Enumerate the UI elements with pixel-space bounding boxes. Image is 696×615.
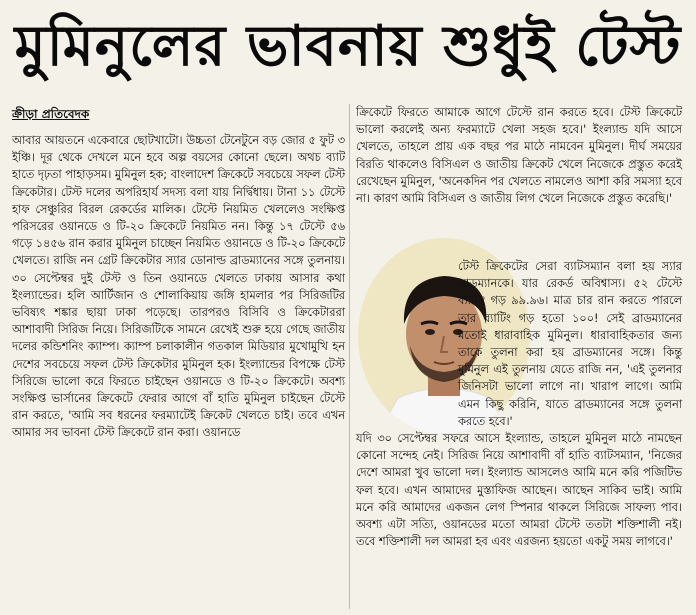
headline: মুমিনুলের ভাবনায় শুধুই টেস্ট [14, 14, 682, 79]
right-column-beside-photo-text: টেস্ট ক্রিকেটের সেরা ব্যাটসম্যান বলা হয় স্যার ব্রাডম্যানকে। যার রেকর্ড অবিশ্বাস্য। ৫২ টেস্টে ব্যাটিং গড় ৯৯.৯৬। মাত্র চার রান করতে পারলে তার ব্যাটিং গড় হতো ১০০! সেই ব্রাডম্যানের মতোই ধারাবাহিক মুমিনুল। ধারাবাহিকতার জন্য তাকে তুলনা করা হয় ব্রাডম্যানের সঙ্গে। কিন্তু মুমিনুল এই তুলনায় যেতে রাজি নন, 'এই তুলনার জিনিসটা ভালো লাগে না। খারাপ লাগে। আমি এমন কিছু করিনি, যাতে ব্রাডম্যানের সঙ্গে তুলনা করতে হবে।' [458, 260, 682, 428]
left-column [12, 132, 345, 442]
right-column-bottom [356, 430, 682, 550]
right-column-beside-photo [458, 258, 682, 430]
column-divider [349, 104, 350, 609]
right-column-top [356, 104, 682, 207]
left-column-text: আবার আয়তনে একেবারে ছোটখাটো। উচ্চতা টেনেটুনে বড় জোর ৫ ফুট ৩ ইঞ্চি। দূর থেকে দেখলে মনে হবে অল্প বয়সের কোনো ছেলে। অথচ ব্যাট হাতে দৃঢ়তা পাহাড়সম। মুমিনুল হক; বাংলাদেশ ক্রিকেটে সবচেয়ে সফল টেস্ট ক্রিকেটার। টেস্ট দলের অপরিহার্য সদস্য বলা যায় নির্দ্বিধায়। টানা ১১ টেস্টে হাফ সেঞ্চুরির বিরল রেকর্ডের মালিক। টেস্টে নিয়মিত খেললেও সংক্ষিপ্ত পরিসরের ওয়ানডে ও টি-২০ ক্রিকেটে নিয়মিত নন। কিন্তু ১৭ টেস্টে ৫৬ গড়ে ১৪৫৬ রান করার মুমিনুল চাচ্ছেন নিয়মিত ওয়ানডে ও টি-২০ ক্রিকেটে খেলতে। রাজি নন গ্রেট ক্রিকেটার স্যার ডোনাল্ড ব্রাডম্যানের সঙ্গে তুলনায়। ৩০ সেপ্টেম্বর দুই টেস্ট ও তিন ওয়ানডে খেলতে ঢাকায় আসার কথা ইংল্যান্ডের। হলি আর্টিজান ও শোলাকিয়ায় জঙ্গি হামলার পর সিরিজটির ভবিষ্যৎ শঙ্কার ছায়া ঢাকা পড়েছে। তারপরও বিসিবি ও ক্রিকেটাররা আশাবাদী সিরিজ নিয়ে। সিরিজটিকে সামনে রেখেই শুরু হয়ে গেছে জাতীয় দলের কন্ডিশনিং ক্যাম্প। ক্যাম্প চলাকালীন গতকাল মিডিয়ার মুখোমুখি হন দেশের সবচেয়ে সফল টেস্ট ক্রিকেটার মুমিনুল হক। ইংল্যান্ডের বিপক্ষে টেস্ট সিরিজে ভালো করে ফিরতে চাইছেন ওয়ানডে ও টি-২০ ক্রিকেটে। অবশ্য সংক্ষিপ্ত ভার্সানের ক্রিকেটে ফেরার আগে বাঁ হাতি মুমিনুল চাইছেন টেস্টে রান করতে, 'আমি সব ধরনের ফরম্যাটেই ক্রিকেট খেলতে চাই। তবে এখন আমার সব ভাবনা টেস্ট ক্রিকেটে রান করা। ওয়ানডে [12, 134, 345, 440]
right-column-bottom-text: যদি ৩০ সেপ্টেম্বর সফরে আসে ইংল্যান্ড, তাহলে মুমিনুল মাঠে নামছেন কোনো সন্দেহ নেই। সিরিজ নিয়ে আশাবাদী বাঁ হাতি ব্যাটসম্যান, 'নিজের দেশে আমরা খুব ভালো দল। ইংল্যান্ড আসলেও আমি মনে করি পজিটিভ ফল হবে। এখন আমাদের মুস্তাফিজ আছেন। আছেন সাকিব ভাই। আমি মনে করি আমাদের একজন লেগ স্পিনার থাকলে সিরিজে সাফল্য পাব। অবশ্য এটা সত্যি, ওয়ানডের মতো আমরা টেস্টে ততটা শক্তিশালী নই। তবে শক্তিশালী দল আমরা হব এবং এরজন্য হয়তো একটু সময় লাগবে।' [356, 432, 682, 549]
right-column-top-text: ক্রিকেটে ফিরতে আমাকে আগে টেস্টে রান করতে হবে। টেস্ট ক্রিকেটে ভালো করলেই অন্য ফরম্যাটে খেলা সহজ হবে।' ইংল্যান্ড যদি আসে খেলতে, তাহলে প্রায় এক বছর পর মাঠে নামবেন মুমিনুল। দীর্ঘ সময়ের বিরতি থাকলেও বিসিএল ও জাতীয় ক্রিকেট খেলে নিজেকে প্রস্তুত করেই রেখেছেন মুমিনুল, 'অনেকদিন পর খেলতে নামলেও আশা করি সমস্যা হবে না। কারণ আমি বিসিএল ও জাতীয় লিগ খেলে নিজেকে প্রস্তুত করেছি।' [356, 106, 682, 206]
byline: ক্রীড়া প্রতিবেদক [12, 107, 90, 121]
